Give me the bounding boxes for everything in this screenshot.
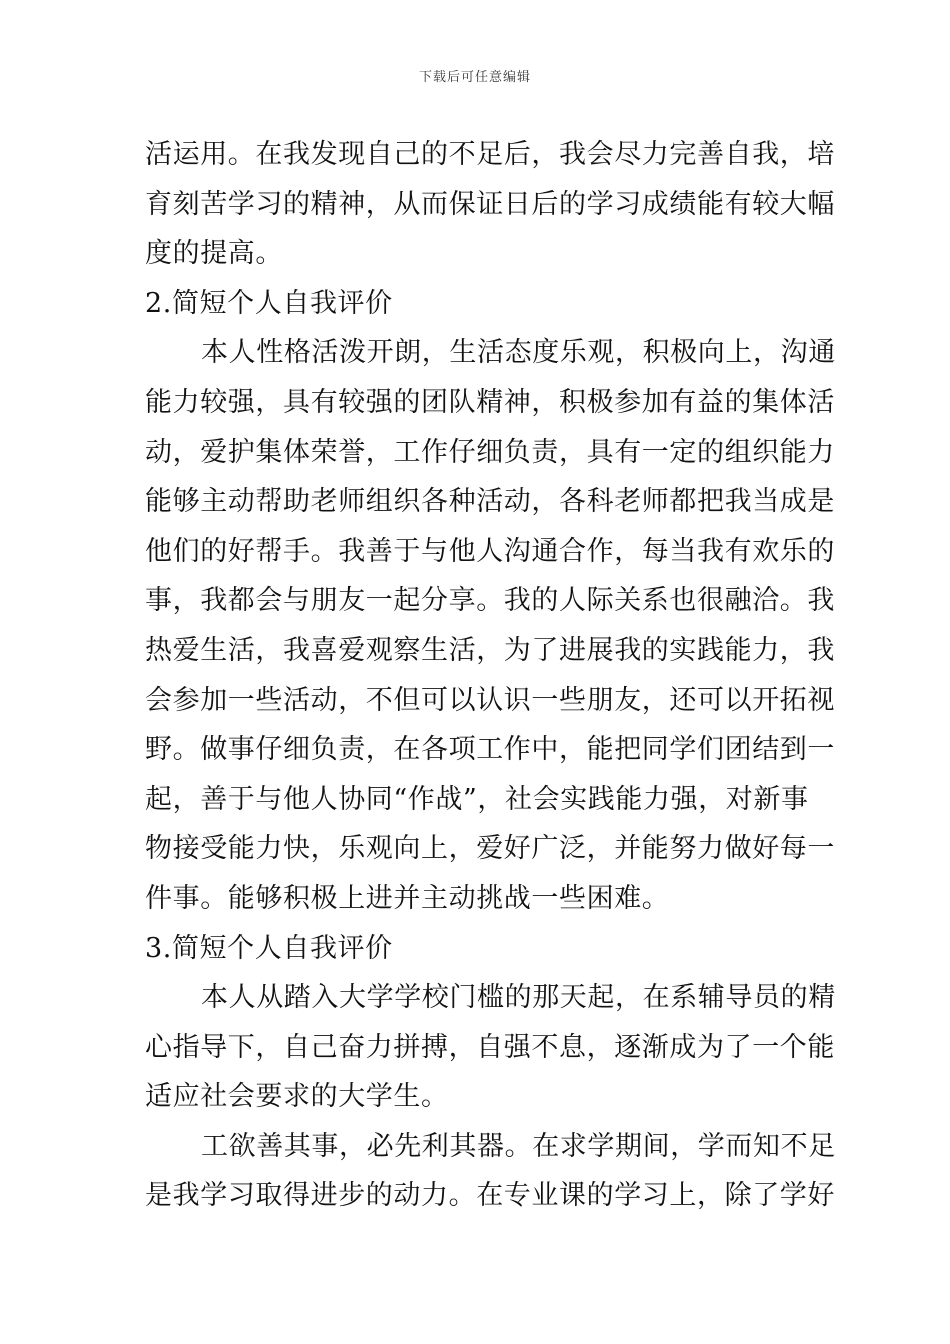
text-line: 事，我都会与朋友一起分享。我的人际关系也很融洽。我: [145, 585, 835, 617]
text-line: 能够主动帮助老师组织各种活动，各科老师都把我当成是: [145, 486, 835, 518]
paragraph-first-line: 工欲善其事，必先利其器。在求学期间，学而知不足: [201, 1130, 836, 1162]
paragraph-first-line: 本人从踏入大学学校门槛的那天起，在系辅导员的精: [201, 982, 836, 1014]
section-heading: 2.简短个人自我评价: [145, 287, 393, 319]
text-line: 野。做事仔细负责，在各项工作中，能把同学们团结到一: [145, 734, 835, 766]
text-line: 适应社会要求的大学生。: [145, 1081, 449, 1113]
paragraph-first-line: 本人性格活泼开朗，生活态度乐观，积极向上，沟通: [201, 337, 836, 369]
section-heading: 3.简短个人自我评价: [145, 932, 393, 964]
text-line: 活运用。在我发现自己的不足后，我会尽力完善自我，培: [145, 139, 835, 170]
text-line: 物接受能力快，乐观向上，爱好广泛，并能努力做好每一: [145, 833, 835, 865]
text-line: 是我学习取得进步的动力。在专业课的学习上，除了学好: [145, 1180, 835, 1212]
text-line: 能力较强，具有较强的团队精神，积极参加有益的集体活: [145, 386, 835, 418]
text-line: 育刻苦学习的精神，从而保证日后的学习成绩能有较大幅: [145, 188, 835, 220]
text-line: 他们的好帮手。我善于与他人沟通合作，每当我有欢乐的: [145, 535, 835, 567]
text-line: 件事。能够积极上进并主动挑战一些困难。: [145, 882, 670, 914]
page-header-note: 下载后可任意编辑: [418, 70, 531, 85]
text-line: 动，爱护集体荣誉，工作仔细负责，具有一定的组织能力: [145, 436, 835, 468]
text-line: 心指导下，自己奋力拼搏，自强不息，逐渐成为了一个能: [145, 1031, 835, 1063]
text-line: 起，善于与他人协同“作战”，社会实践能力强，对新事: [145, 783, 809, 815]
document-body: [145, 130, 836, 1221]
text-line: 热爱生活，我喜爱观察生活，为了进展我的实践能力，我: [145, 634, 835, 666]
text-line: 度的提高。: [145, 238, 283, 270]
text-line: 会参加一些活动，不但可以认识一些朋友，还可以开拓视: [145, 684, 835, 716]
